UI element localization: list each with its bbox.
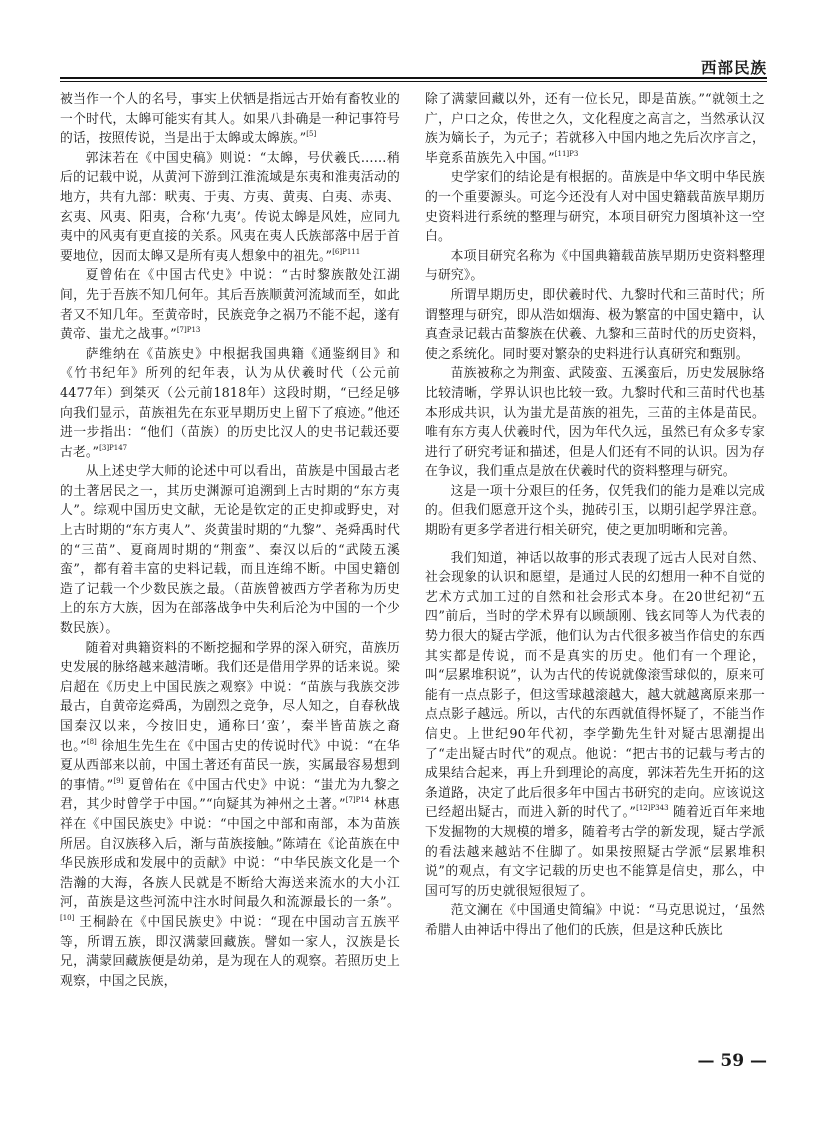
section-title: 西部民族	[700, 59, 767, 77]
citation-marker: [11]P3	[554, 149, 579, 158]
paragraph-text: 范文澜在《中国通史简编》中说：“马克思说过，‘虽然希腊人由神话中得出了他们的氏族，但是这种氏族比	[425, 903, 765, 938]
citation-marker: [9]	[113, 776, 124, 785]
body-paragraph	[60, 149, 400, 267]
header-rule	[60, 77, 767, 79]
citation-marker: [7]P14	[345, 796, 370, 805]
paragraph-text: 萨维纳在《苗族史》中根据我国典籍《通鉴纲目》和《竹书纪年》所列的纪年表，认为从伏羲时代（公元前4477年）到桀灭（公元前1818年）这段时期，“已经足够向我们显示，苗族祖先在东亚早期历史上留下了痕迹。”他还进一步指出：“他们（苗族）的历史比汉人的史书记载还要古老。”	[60, 346, 400, 460]
paragraph-text: 我们知道，神话以故事的形式表现了远古人民对自然、社会现象的认识和愿望，是通过人民的幻想用一种不自觉的艺术方式加工过的自然和社会形式本身。在20世纪初“五四”前后，当时的学术界有以顾颉刚、钱玄同等人为代表的势力很大的疑古学派，他们认为古代很多被当作信史的东西其实都是传说，而不是真实的历史。他们有一个理论，叫“层累堆积说”，认为古代的传说就像滚雪球似的，原来可能有一点点影子，但这雪球越滚越大，越大就越离原来那一点点影子越远。所以，古代的东西就值得怀疑了，不能当作信史。上世纪90年代初，李学勤先生针对疑古思潮提出了“走出疑古时代”的观点。他说：“把古书的记载与考古的成果结合起来，再上升到理论的高度，郭沫若先生开拓的这条道路，决定了此后很多年中国古书研究的走向。应该说这已经超出疑古，而进入新的时代了。”	[425, 550, 765, 821]
paragraph-text: 这是一项十分艰巨的任务，仅凭我们的能力是难以完成的。但我们愿意开这个头，抛砖引玉，以期引起学界注意。期盼有更多学者进行相关研究，使之更加明晰和完善。	[425, 483, 765, 539]
body-paragraph	[425, 549, 765, 902]
paragraph-text: 随着近百年来地下发掘物的大规模的增多，随着考古学的新发现，疑古学派的看法越来越站不住脚了。如果按照疑古学派“层累堆积说”的观点，有文字记载的历史也不能算是信史，那么，中国可写的历史就很短很短了。	[425, 805, 765, 899]
paragraph-text: 本项目研究名称为《中国典籍载苗族早期历史资料整理与研究》。	[425, 248, 765, 284]
citation-marker: [3]P147	[99, 443, 128, 452]
body-paragraph	[425, 90, 765, 168]
citation-marker: [8]	[86, 737, 97, 746]
paragraph-text: 夏曾佑在《中国古代史》中说：“古时黎族散处江湖间，先于吾族不知几何年。其后吾族顺黄河流域而至，如此者又不知几年。至黄帝时，民族竞争之祸乃不能不起，遂有黄帝、蚩尤之战事。”	[60, 268, 400, 343]
body-paragraph	[60, 266, 400, 344]
body-paragraph	[425, 247, 765, 286]
paragraph-text: 随着对典籍资料的不断挖掘和学界的深入研究，苗族历史发展的脉络越来越清晰。我们还是借用学界的话来说。梁启超在《历史上中国民族之观察》中说：“苗族与我族交涉最古，自黄帝迄舜禹，为剧烈之竞争，尽人知之，自春秋战国秦汉以来，今按旧史，通称曰‘蛮’，秦半皆苗族之裔也。”	[60, 640, 400, 754]
paragraph-text: 苗族被称之为荆蛮、武陵蛮、五溪蛮后，历史发展脉络比较清晰，学界认识也比较一致。九黎时代和三苗时代也基本形成共识，认为蚩尤是苗族的祖先，三苗的主体是苗民。唯有东方夷人伏羲时代，因为年代久远，虽然已有众多专家进行了研究考证和描述，但是人们还有不同的认识。因为存在争议，我们重点是放在伏羲时代的资料整理与研究。	[425, 366, 765, 480]
paragraph-text: 除了满蒙回藏以外，还有一位长兄，即是苗族。”“就领土之广，户口之众，传世之久，文化程度之高言之，当然承认汉族为嫡长子，为元子；若就移入中国内地之先后次序言之，毕竟系苗族先入中国。”	[425, 92, 765, 166]
body-paragraph	[60, 90, 400, 149]
page-number: — 59 —	[697, 1051, 767, 1071]
citation-marker: [12]P343	[636, 804, 669, 813]
citation-marker: [5]	[306, 130, 317, 139]
paragraph-text: 夏曾佑在《中国古代史》中说：“蚩尤为九黎之君，其少时曾学于中国。”“向疑其为神州之土著。”	[60, 777, 400, 813]
paragraph-text: 林惠祥在《中国民族史》中说：“中国之中部和南部，本为苗族所居。自汉族移入后，渐与苗族接触。”陈靖在《论苗族在中华民族形成和发展中的贡献》中说：“中华民族文化是一个浩瀚的大海，各族人民就是不断给大海送来流水的大小江河，苗族是这些河流中注水时间最久和流源最长的一条”。	[60, 797, 400, 911]
citation-marker: [10]	[60, 913, 75, 922]
paragraph-text: 史学家们的结论是有根据的。苗族是中华文明中华民族的一个重要源头。可迄今还没有人对中国史籍载苗族早期历史资料进行系统的整理与研究，本项目研究力图填补这一空白。	[425, 170, 765, 245]
body-paragraph	[425, 364, 765, 482]
body-paragraph	[425, 168, 765, 246]
body-paragraph	[425, 901, 765, 940]
citation-marker: [6]P111	[332, 247, 361, 256]
body-paragraph	[60, 345, 400, 463]
paragraph-text: 徐旭生先生在《中国古史的传说时代》中说：“在华夏从西部来以前，中国土著还有苗民一族，实属最容易想到的事情。”	[60, 738, 400, 793]
paragraph-text: 郭沫若在《中国史稿》则说：“太皞，号伏羲氏……稍后的记载中说，从黄河下游到江淮流域是东夷和淮夷活动的地方，共有九部：畎夷、于夷、方夷、黄夷、白夷、赤夷、玄夷、风夷、阳夷，合称‘九夷’。传说太皞是风姓，应同九夷中的风夷有更直接的关系。风夷在夷人氏族部落中居于首要地位，因而太皞又是所有夷人想象中的祖先。”	[60, 150, 400, 264]
body-paragraph	[425, 482, 765, 541]
body-paragraph	[60, 639, 400, 992]
paragraph-text: 被当作一个人的名号，事实上伏牺是指远古开始有畜牧业的一个时代，太皞可能实有其人。如果八卦确是一种记事符号的话，按照传说，当是出于太皞或太皞族。”	[60, 92, 400, 147]
page-header	[60, 54, 767, 84]
left-column	[60, 90, 400, 991]
paragraph-text: 王桐龄在《中国民族史》中说：“现在中国动言五族平等，所谓五族，即汉满蒙回藏族。譬如一家人，汉族是长兄，满蒙回藏族便是幼弟，是为现在人的观察。若照历史上观察，中国之民族，	[60, 914, 400, 989]
body-paragraph	[60, 462, 400, 638]
body-paragraph	[425, 286, 765, 364]
header-rule-thin	[60, 81, 767, 82]
paragraph-text: 所谓早期历史，即伏羲时代、九黎时代和三苗时代；所谓整理与研究，即从浩如烟海、极为繁富的中国史籍中，认真查录记载古苗黎族在伏羲、九黎和三苗时代的历史资料，使之系统化。同时要对繁杂的史料进行认真研究和甄别。	[425, 287, 765, 362]
paragraph-text: 从上述史学大师的论述中可以看出，苗族是中国最古老的土著居民之一，其历史渊源可追溯到上古时期的“东方夷人”。综观中国历史文献，无论是钦定的正史抑或野史，对上古时期的“东方夷人”、炎黄蚩时期的“九黎”、尧舜禹时代的“三苗”、夏商周时期的“荆蛮”、秦汉以后的“武陵五溪蛮”，都有着丰富的史料记载，而且连绵不断。中国史籍创造了记载一个少数民族之最。（苗族曾被西方学者称为历史上的东方大族，因为在部落战争中失利后沦为中国的一个少数民族）。	[60, 464, 400, 637]
citation-marker: [7]P13	[176, 326, 201, 335]
right-column	[425, 90, 765, 941]
